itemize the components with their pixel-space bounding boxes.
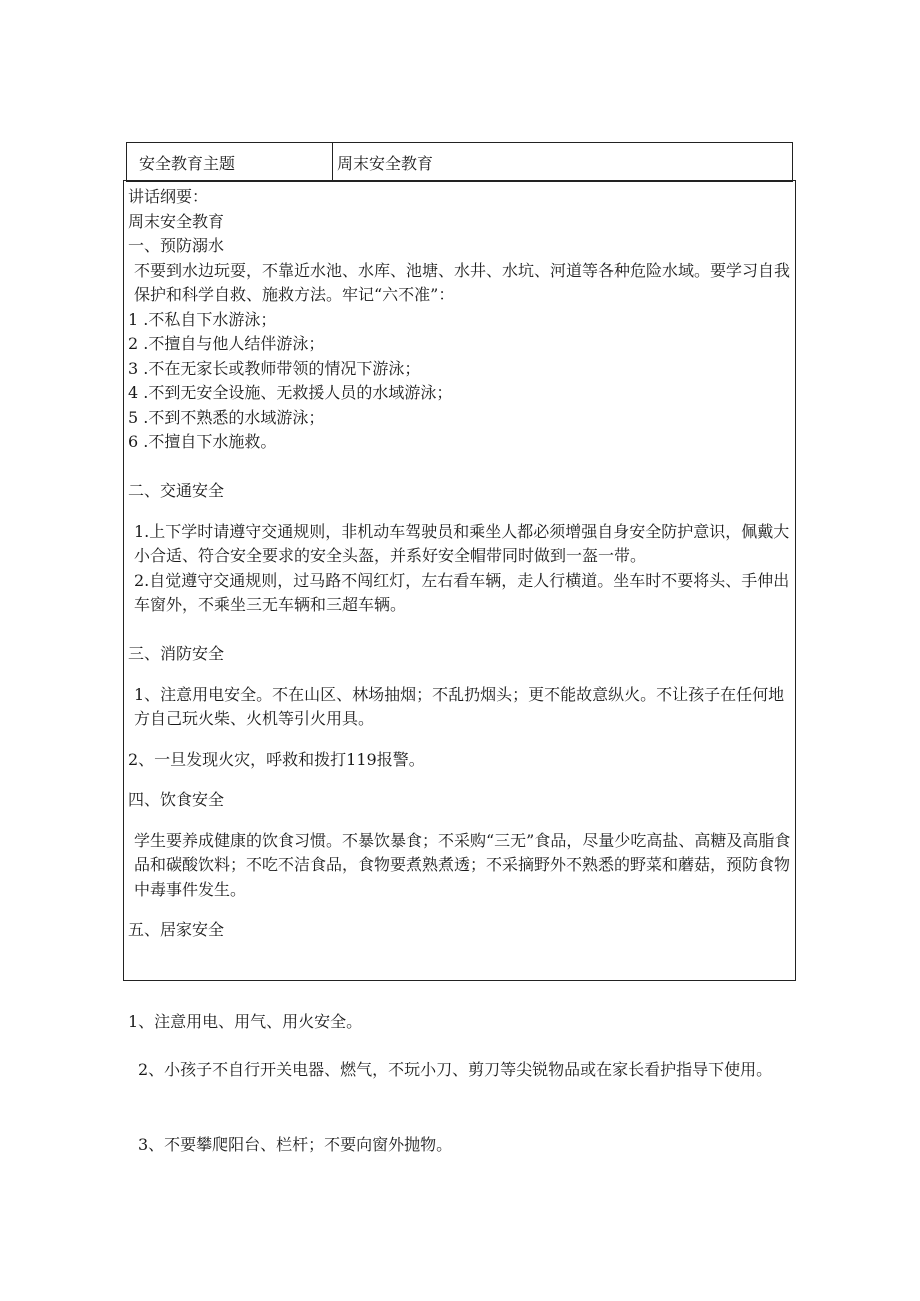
topic-label: 安全教育主题 <box>127 143 333 181</box>
drowning-rule-5: 5 .不到不熟悉的水域游泳； <box>128 407 325 427</box>
drowning-rule-2: 2 .不擅自与他人结伴游泳； <box>128 334 325 353</box>
drowning-intro: 不要到水边玩耍，不靠近水池、水库、池塘、水井、水坑、河道等各种危险水域。要学习自我保护和科学自救、施救方法。牢记“六不准”： <box>134 260 791 304</box>
section-heading-home: 五、居家安全 <box>128 920 225 939</box>
drowning-rule-6: 6 .不擅自下水施救。 <box>128 432 277 451</box>
outline-label: 讲话纲要： <box>128 187 209 206</box>
topic-table <box>126 142 793 182</box>
outline-box <box>123 180 796 981</box>
home-paragraph-1: 1、注意用电、用气、用火安全。 <box>128 1012 363 1031</box>
section-heading-food: 四、饮食安全 <box>128 790 225 809</box>
food-paragraph-1: 学生要养成健康的饮食习惯。不暴饮暴食；不采购“三无”食品，尽量少吃高盐、高糖及高脂食品和碳酸饮料；不吃不洁食品，食物要煮熟煮透；不采摘野外不熟悉的野菜和蘑菇，预防食物中毒事件发生。 <box>134 830 791 899</box>
traffic-paragraph-2: 2.自觉遵守交通规则，过马路不闯红灯，左右看车辆，走人行横道。坐车时不要将头、手伸出车窗外，不乘坐三无车辆和三超车辆。 <box>134 570 790 614</box>
home-paragraph-3: 3、不要攀爬阳台、栏杆；不要向窗外抛物。 <box>138 1135 453 1154</box>
outline-title: 周末安全教育 <box>128 211 225 231</box>
home-paragraph-2: 2、小孩子不自行开关电器、燃气，不玩小刀、剪刀等尖锐物品或在家长看护指导下使用。 <box>138 1060 773 1079</box>
traffic-paragraph-1: 1.上下学时请遵守交通规则，非机动车驾驶员和乘坐人都必须增强自身安全防护意识，佩戴大小合适、符合安全要求的安全头盔，并系好安全帽带同时做到一盔一带。 <box>134 521 790 565</box>
section-heading-fire: 三、消防安全 <box>128 644 225 663</box>
drowning-rule-3: 3 .不在无家长或教师带领的情况下游泳； <box>128 358 421 378</box>
drowning-rule-1: 1 .不私自下水游泳； <box>128 309 277 329</box>
section-heading-traffic: 二、交通安全 <box>128 481 225 500</box>
section-heading-drowning: 一、预防溺水 <box>128 236 225 255</box>
drowning-rule-4: 4 .不到无安全设施、无救援人员的水域游泳； <box>128 383 453 402</box>
topic-value: 周末安全教育 <box>337 153 434 173</box>
fire-paragraph-1: 1、注意用电安全。不在山区、林场抽烟；不乱扔烟头；更不能故意纵火。不让孩子在任何地方自己玩火柴、火机等引火用具。 <box>134 684 785 728</box>
fire-paragraph-2: 2、一旦发现火灾，呼救和拨打119报警。 <box>128 749 425 769</box>
